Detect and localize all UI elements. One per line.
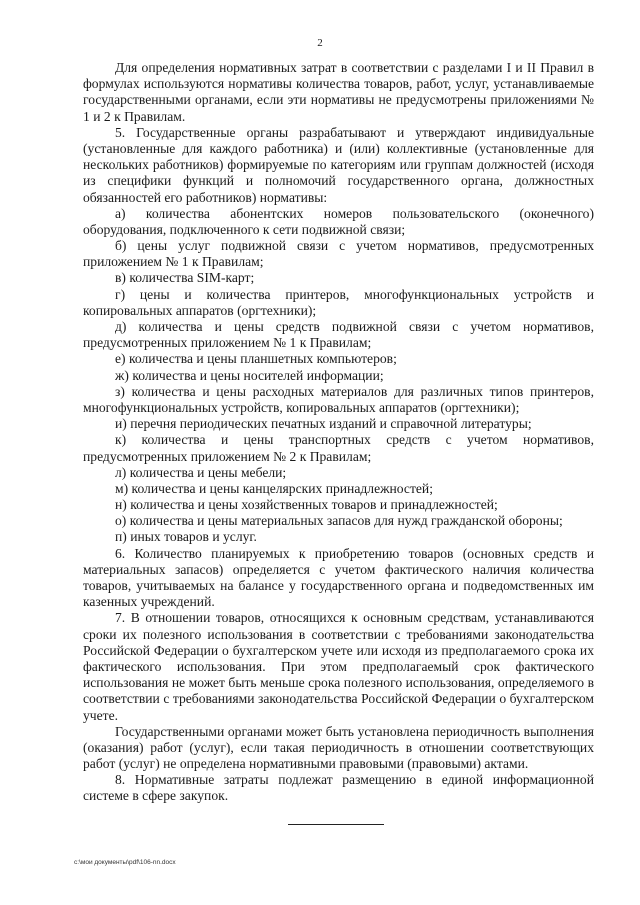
list-item-l: л) количества и цены мебели; [115,464,287,480]
list-item-e: е) количества и цены планшетных компьютеров; [115,351,397,367]
list-item-b: б) цены услуг подвижной связи с учетом нормативов, предусмотренных приложением № 1 к Правилам; [83,238,594,270]
paragraph-norms-intro: Для определения нормативных затрат в соответствии с разделами I и II Правил в формулах используются нормативы количества товаров, работ, услуг, устанавливаемые государственными органами, если эти нормативы не предусмотрены приложениями № 1 и 2 к Правилам. [83,60,594,124]
end-separator-line [288,824,384,825]
list-item-a: а) количества абонентских номеров пользовательского (оконечного) оборудования, подключенного к сети подвижной связи; [83,205,594,237]
paragraph-item-6: 6. Количество планируемых к приобретению товаров (основных средств и материальных запасов) определяется с учетом фактического наличия количества товаров, учитываемых на балансе у государственного органа и подведомственных им казенных учреждений. [83,545,594,610]
list-item-v: в) количества SIM-карт; [115,270,255,286]
paragraph-periodicity: Государственными органами может быть установлена периодичность выполнения (оказания) работ (услуг), если такая периодичность в отношении соответствующих работ (услуг) не определена нормативными правовыми (правовыми) актами. [83,723,594,772]
list-item-z: з) количества и цены расходных материалов для различных типов принтеров, многофункциональных устройств, копировальных аппаратов (оргтехники); [83,383,594,415]
paragraph-item-8: 8. Нормативные затраты подлежат размещению в единой информационной системе в сфере закупок. [83,772,594,804]
footer-file-path: c:\мои документы\pdf\106-nn.docx [74,859,176,866]
list-item-m: м) количества и цены канцелярских принадлежностей; [115,480,433,496]
paragraph-item-7: 7. В отношении товаров, относящихся к основным средствам, устанавливаются сроки их полезного использования в соответствии с требованиями законодательства Российской Федерации о бухгалтерском учете или исходя из предполагаемого срока их фактического использования. При этом предполагаемый срок фактического использования не может быть меньше срока полезного использования, определяемого в соответствии с требованиями законодательства Российской Федерации о бухгалтерском учете. [83,610,594,723]
list-item-p: п) иных товаров и услуг. [115,529,257,545]
list-item-i: и) перечня периодических печатных изданий и справочной литературы; [115,416,532,432]
list-item-g: г) цены и количества принтеров, многофункциональных устройств и копировальных аппаратов (оргтехники); [83,286,594,318]
list-item-o: о) количества и цены материальных запасов для нужд гражданской обороны; [115,513,563,529]
list-item-k: к) количества и цены транспортных средств с учетом нормативов, предусмотренных приложением № 2 к Правилам; [83,432,594,464]
list-item-zh: ж) количества и цены носителей информации; [115,367,384,383]
page-number: 2 [317,37,323,49]
document-body [83,60,594,805]
paragraph-item-5: 5. Государственные органы разрабатывают и утверждают индивидуальные (установленные для каждого работника) и (или) коллективные (установленные для нескольких работников) формируемые по категориям или группам должностей (исходя из специфики функций и полномочий государственного органа, должностных обязанностей его работников) нормативы: [83,124,594,205]
list-item-n: н) количества и цены хозяйственных товаров и принадлежностей; [115,497,498,513]
list-item-d: д) количества и цены средств подвижной связи с учетом нормативов, предусмотренных приложением № 1 к Правилам; [83,319,594,351]
